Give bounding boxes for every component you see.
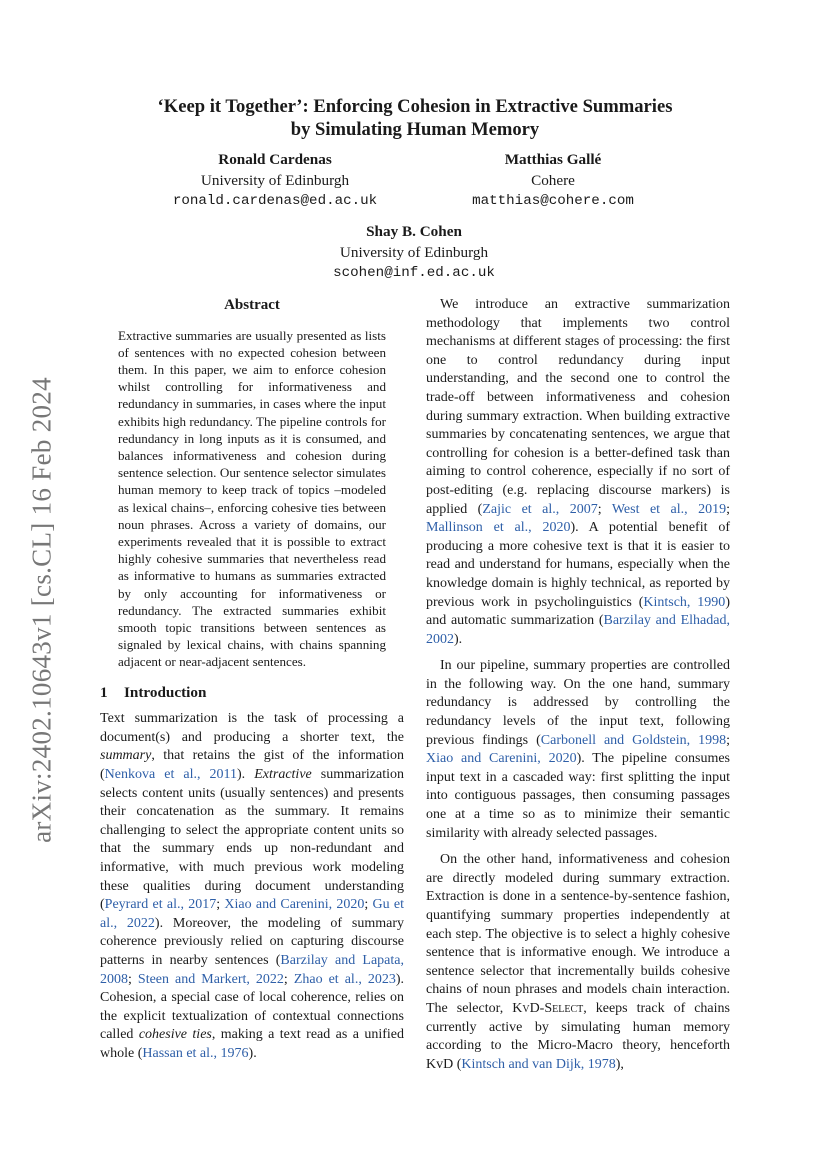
citation-link[interactable]: Zajic et al., 2007 — [482, 501, 598, 517]
citation-link[interactable]: Hassan et al., 1976 — [142, 1045, 249, 1061]
emphasis: Extractive — [254, 767, 312, 783]
text-run: ). — [248, 1045, 257, 1061]
section-heading-introduction — [100, 684, 404, 703]
intro-paragraph-3 — [426, 657, 730, 843]
citation-link[interactable]: Kintsch and van Dijk, 1978 — [461, 1056, 616, 1072]
author-affiliation: University of Edinburgh — [200, 172, 350, 189]
author-email: matthias@cohere.com — [472, 193, 634, 209]
text-run: ; — [216, 897, 225, 913]
author-block-3 — [264, 221, 564, 284]
system-name: KvD-Select — [512, 1000, 584, 1016]
abstract-text: Extractive summaries are usually presented as lists of sentences with no expected cohesion between them. In this paper, we aim to enforce cohesion whilst controlling for informativeness and redundancy in summaries, in cases where the input exhibits high redundancy. The pipeline controls for redundancy in long inputs as it is consumed, and balances informativeness and cohesion during sentence selection. Our sentence selector simulates human memory to keep track of topics –modeled as lexical chains–, enforcing cohesive ties between noun phrases. Across a variety of domains, our experiments revealed that it is possible to extract highly cohesive summaries that nevertheless read as informative to humans as summaries extracted by only accounting for informativeness or redundancy. The extracted summaries exhibit smooth topic transitions between sentences as signaled by lexical chains, with chains spanning adjacent or near-adjacent sentences. — [118, 327, 386, 670]
author-affiliation: Cohere — [531, 172, 575, 189]
intro-paragraph-4 — [426, 851, 730, 1074]
title-line-1: ‘Keep it Together’: Enforcing Cohesion in Extractive Summaries — [157, 96, 673, 117]
author-email: scohen@inf.ed.ac.uk — [333, 265, 495, 281]
left-column — [100, 296, 404, 1064]
text-run: ; — [283, 971, 294, 987]
text-run: In our pipeline, summary properties are controlled in the following way. On the one hand, summary redundancy is addressed by controlling the redundancy levels of the input text, following previous findings ( — [426, 658, 730, 748]
text-run: ; — [726, 501, 730, 517]
text-run: We introduce an extractive summarization methodology that implements two control mechanisms at different stages of processing: the first one to control redundancy during input understanding, and the second one to control the trade-off between informativeness and cohesion during summary extraction. When building extractive summaries by concatenating sentences, we argue that controlling for cohesion is a better-defined task than aiming to control coherence, especially if no sort of post-editing (e.g. replacing discourse markers) is applied ( — [426, 297, 730, 517]
citation-link[interactable]: West et al., 2019 — [611, 501, 727, 517]
text-run: On the other hand, informativeness and cohesion are directly modeled during summary extraction. Extraction is done in a sentence-by-sentence fashion, quantifying summary properties independently at each step. The objective is to select a highly cohesive sentence that is informative enough. We introduce a sentence selector that incrementally builds cohesive chains of noun phrases and models chain interaction. The selector, — [426, 852, 730, 1016]
author-block-2 — [408, 149, 698, 212]
text-run: ). The pipeline consumes input text in a cascaded way: first splitting the input into contiguous passages, then consuming passages one at a time so as to minimize their semantic similarity with already selected passages. — [426, 751, 730, 841]
author-affiliation: University of Edinburgh — [339, 244, 489, 261]
text-run: ) and automatic summarization ( — [426, 594, 730, 629]
citation-link[interactable]: Kintsch, 1990 — [643, 594, 726, 610]
text-run: , keeps track of chains currently active by simulating human memory according to the Micro-Macro theory, henceforth KvD ( — [426, 1000, 730, 1072]
citation-link[interactable]: Zhao et al., 2023 — [293, 971, 396, 987]
abstract-heading: Abstract — [224, 297, 280, 313]
arxiv-sidebar-stamp — [22, 360, 62, 860]
text-run: ; — [597, 501, 612, 517]
text-run: ). Moreover, the modeling of summary coherence previously relied on capturing discourse patterns in nearby sentences ( — [100, 915, 404, 968]
text-run: ). — [237, 767, 255, 783]
text-run: , making a text read as a unified whole ( — [100, 1027, 405, 1061]
title-line-2: by Simulating Human Memory — [290, 119, 540, 140]
citation-link[interactable]: Steen and Markert, 2022 — [137, 971, 284, 987]
citation-link[interactable]: Mallinson et al., 2020 — [426, 520, 571, 536]
text-run: ), — [615, 1056, 624, 1072]
citation-link[interactable]: Barzilay and Elhadad, 2002 — [426, 613, 730, 647]
citation-link[interactable]: Xiao and Carenini, 2020 — [224, 897, 365, 913]
text-run: ; — [128, 971, 138, 987]
arxiv-identifier: arXiv:2402.10643v1 [cs.CL] 16 Feb 2024 — [26, 377, 57, 843]
citation-link[interactable]: Gu et al., 2022 — [100, 897, 405, 931]
author-name: Shay B. Cohen — [366, 223, 462, 240]
author-email: ronald.cardenas@ed.ac.uk — [172, 193, 378, 209]
text-run: summarization selects content units (usually sentences) and presents their concatenation as the summary. It remains challenging to select the appropriate content units so that the summary ends up non-redundant and informative, with much previous work modeling these qualities during document understanding ( — [100, 767, 404, 913]
paper-title — [100, 95, 730, 141]
emphasis: summary — [100, 748, 152, 764]
text-run: ; — [364, 897, 373, 913]
intro-paragraph-2 — [426, 296, 730, 649]
right-column — [426, 296, 730, 1074]
text-run: Text summarization is the task of processing a document(s) and producing a shorter text, the — [100, 711, 404, 745]
author-name: Ronald Cardenas — [218, 151, 332, 168]
citation-link[interactable]: Peyrard et al., 2017 — [104, 897, 217, 913]
emphasis: cohesive ties — [138, 1027, 212, 1043]
text-run: ). — [454, 631, 463, 647]
citation-link[interactable]: Barzilay and Lapata, 2008 — [100, 952, 404, 987]
citation-link[interactable]: Nenkova et al., 2011 — [104, 767, 238, 783]
citation-link[interactable]: Xiao and Carenini, 2020 — [426, 751, 577, 767]
text-run: ; — [726, 732, 730, 748]
author-name: Matthias Gallé — [504, 151, 602, 168]
citation-link[interactable]: Carbonell and Goldstein, 1998 — [540, 732, 727, 748]
section-number: 1 — [100, 683, 108, 701]
author-block-1 — [130, 149, 420, 212]
intro-paragraph-1 — [100, 710, 404, 1063]
text-run: , that retains the gist of the information ( — [100, 748, 404, 783]
text-run: ). A potential benefit of producing a more cohesive text is that it is easier to read and understand for humans, especially when the knowledge domain is highly technical, as reported by previous work in psycholinguistics ( — [426, 520, 730, 610]
section-title: Introduction — [124, 683, 207, 701]
text-run: ). Cohesion, a special case of local coherence, relies on the explicit textualization of contextual connections called — [100, 971, 405, 1043]
